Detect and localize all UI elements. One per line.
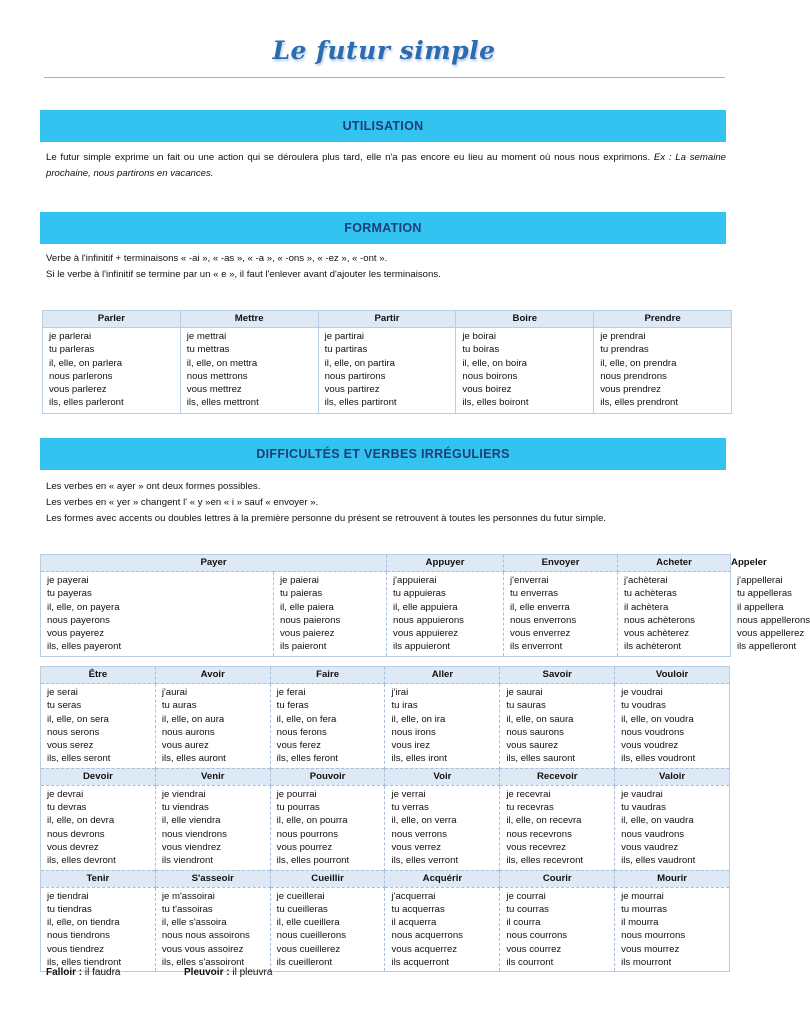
conjugation-line: il achètera bbox=[624, 601, 669, 613]
conjugation-cell bbox=[41, 887, 156, 972]
verb-header: Partir bbox=[318, 311, 456, 328]
difficultes-rule-accents: Les formes avec accents ou doubles lettres à la première personne du présent se retrouvent à toutes les personnes du futur simple. bbox=[46, 513, 606, 524]
conjugation-line: vous enverrez bbox=[510, 628, 571, 640]
conjugation-line: tu achèteras bbox=[624, 588, 677, 600]
conjugation-cell bbox=[385, 887, 500, 972]
conjugation-line: ils, elles sauront bbox=[506, 753, 576, 765]
conjugation-line: tu voudras bbox=[621, 700, 666, 712]
conjugation-line: il, elle enverra bbox=[510, 601, 570, 613]
conjugation-cell bbox=[155, 785, 270, 870]
conjugation-cell bbox=[615, 785, 730, 870]
conjugation-line: vous mettrez bbox=[186, 384, 242, 396]
conjugation-line: nous ferons bbox=[276, 726, 327, 738]
conjugation-line: vous courrez bbox=[506, 943, 562, 955]
conjugation-cell bbox=[43, 328, 181, 414]
conjugation-line: tu payeras bbox=[47, 588, 92, 600]
conjugation-line: il, elle, on vaudra bbox=[621, 815, 694, 827]
falloir-note bbox=[46, 967, 120, 978]
verb-header: Payer bbox=[41, 555, 387, 572]
formation-text bbox=[46, 251, 726, 283]
verb-header: Devoir bbox=[41, 768, 156, 785]
conjugation-line: tu partiras bbox=[324, 344, 368, 356]
conjugation-cell bbox=[387, 572, 504, 657]
verb-header: Recevoir bbox=[500, 768, 615, 785]
conjugation-line: je m'assoirai bbox=[161, 890, 215, 902]
conjugation-line: je recevrai bbox=[506, 788, 551, 800]
verb-header: Mourir bbox=[615, 870, 730, 887]
conjugation-line: je courrai bbox=[506, 890, 546, 902]
conjugation-line: ils acquerront bbox=[391, 957, 450, 969]
conjugation-line: tu tiendras bbox=[47, 903, 92, 915]
conjugation-line: vous prendrez bbox=[600, 384, 661, 396]
verb-header: Courir bbox=[500, 870, 615, 887]
conjugation-line: nous payerons bbox=[47, 614, 110, 626]
conjugation-line: ils, elles voudront bbox=[621, 753, 696, 765]
conjugation-line: il, elle, on saura bbox=[506, 713, 574, 725]
conjugation-cell bbox=[500, 684, 615, 769]
conjugation-line: il, elle appuiera bbox=[393, 601, 458, 613]
pleuvoir-label: Pleuvoir : bbox=[184, 967, 230, 978]
conjugation-line: nous mettrons bbox=[186, 370, 248, 382]
conjugation-line: je vaudrai bbox=[621, 788, 663, 800]
verb-header: Prendre bbox=[594, 311, 732, 328]
conjugation-cell bbox=[274, 572, 387, 657]
conjugation-cell bbox=[41, 684, 156, 769]
conjugation-line: vous mourrez bbox=[621, 943, 680, 955]
conjugation-line: tu enverras bbox=[510, 588, 559, 600]
conjugation-cell bbox=[41, 572, 274, 657]
conjugation-line: vous voudrez bbox=[621, 740, 679, 752]
conjugation-line: j'acquerrai bbox=[391, 890, 436, 902]
conjugation-cell bbox=[155, 887, 270, 972]
section-heading-difficultes: DIFFICULTÉS ET VERBES IRRÉGULIERS bbox=[40, 438, 726, 470]
conjugation-line: vous saurez bbox=[506, 740, 559, 752]
verb-header: Cueillir bbox=[270, 870, 385, 887]
conjugation-line: je parlerai bbox=[49, 331, 92, 342]
conjugation-line: tu viendras bbox=[161, 802, 209, 814]
conjugation-line: ils appuieront bbox=[393, 641, 451, 653]
conjugation-line: je prendrai bbox=[600, 331, 646, 342]
conjugation-line: je voudrai bbox=[621, 687, 663, 698]
conjugation-line: vous serez bbox=[47, 740, 94, 752]
conjugation-line: vous devrez bbox=[47, 841, 99, 853]
conjugation-line: ils, elles auront bbox=[161, 753, 226, 765]
conjugation-line: il, elle, on boira bbox=[462, 357, 527, 369]
utilisation-text bbox=[46, 150, 726, 182]
falloir-value: il faudra bbox=[84, 967, 121, 978]
conjugation-line: vous cueillerez bbox=[276, 943, 341, 955]
conjugation-line: je saurai bbox=[506, 687, 543, 698]
conjugation-line: tu courras bbox=[506, 903, 549, 915]
conjugation-line: nous verrons bbox=[391, 828, 447, 840]
conjugation-cell bbox=[155, 684, 270, 769]
section-heading-formation: FORMATION bbox=[40, 212, 726, 244]
conjugation-line: il, elle paiera bbox=[280, 601, 334, 613]
conjugation-line: ils paieront bbox=[280, 641, 327, 653]
conjugation-cell bbox=[270, 684, 385, 769]
conjugation-line: nous achèterons bbox=[624, 614, 695, 626]
utilisation-example: Ex : La semaine prochaine, nous partirons en vacances. bbox=[46, 152, 727, 179]
conjugation-line: vous paierez bbox=[280, 628, 335, 640]
conjugation-line: ils, elles partiront bbox=[324, 397, 397, 409]
conjugation-line: tu paieras bbox=[280, 588, 323, 600]
verb-header: Venir bbox=[155, 768, 270, 785]
conjugation-line: ils cueilleront bbox=[276, 957, 333, 969]
conjugation-line: il, elle, on verra bbox=[391, 815, 457, 827]
conjugation-line: je serai bbox=[47, 687, 78, 698]
verb-header: Boire bbox=[456, 311, 594, 328]
conjugation-line: il acquerra bbox=[391, 917, 437, 929]
conjugation-line: ils, elles seront bbox=[47, 753, 111, 765]
conjugation-line: je mettrai bbox=[186, 331, 227, 342]
conjugation-line: vous payerez bbox=[47, 628, 105, 640]
conjugation-line: vous verrez bbox=[391, 841, 442, 853]
conjugation-line: tu appuieras bbox=[393, 588, 446, 600]
conjugation-line: vous recevrez bbox=[506, 841, 567, 853]
verb-header: Acheter bbox=[618, 555, 731, 572]
conjugation-line: il courra bbox=[506, 917, 541, 929]
conjugation-line: j'aurai bbox=[161, 687, 188, 698]
verb-header: Acquérir bbox=[385, 870, 500, 887]
conjugation-line: je partirai bbox=[324, 331, 365, 342]
conjugation-line: tu verras bbox=[391, 802, 429, 814]
conjugation-cell bbox=[456, 328, 594, 414]
verb-header: Faire bbox=[270, 667, 385, 684]
conjugation-line: nous devrons bbox=[47, 828, 105, 840]
conjugation-cell bbox=[385, 785, 500, 870]
conjugation-line: tu parleras bbox=[49, 344, 95, 356]
conjugation-line: ils, elles devront bbox=[47, 855, 116, 867]
conjugation-line: nous parlerons bbox=[49, 370, 113, 382]
conjugation-line: nous pourrons bbox=[276, 828, 338, 840]
conjugation-line: ils, elles mettront bbox=[186, 397, 259, 409]
conjugation-line: j'enverrai bbox=[510, 575, 549, 586]
falloir-label: Falloir : bbox=[46, 967, 83, 978]
formation-note: Si le verbe à l'infinitif se termine par un « e », il faut l'enlever avant d'ajouter les terminaisons. bbox=[46, 269, 441, 280]
conjugation-line: j'irai bbox=[391, 687, 409, 698]
conjugation-cell bbox=[270, 887, 385, 972]
verb-header: Avoir bbox=[155, 667, 270, 684]
conjugation-line: vous partirez bbox=[324, 384, 380, 396]
verb-header: Appuyer bbox=[387, 555, 504, 572]
conjugation-line: je mourrai bbox=[621, 890, 664, 902]
conjugation-line: nous aurons bbox=[161, 726, 215, 738]
conjugation-line: nous tiendrons bbox=[47, 930, 110, 942]
conjugation-line: j'appuierai bbox=[393, 575, 437, 586]
conjugation-cell bbox=[615, 887, 730, 972]
conjugation-line: tu sauras bbox=[506, 700, 546, 712]
conjugation-line: je devrai bbox=[47, 788, 84, 800]
conjugation-line: il, elle, on fera bbox=[276, 713, 337, 725]
verb-header: Valoir bbox=[615, 768, 730, 785]
conjugation-line: ils, elles feront bbox=[276, 753, 338, 765]
verb-header: Parler bbox=[43, 311, 181, 328]
conjugation-line: vous boirez bbox=[462, 384, 512, 396]
conjugation-line: nous boirons bbox=[462, 370, 518, 382]
regular-verbs-table bbox=[42, 310, 732, 414]
conjugation-line: tu auras bbox=[161, 700, 197, 712]
conjugation-line: il, elle, on ira bbox=[391, 713, 446, 725]
conjugation-line: il, elle, on partira bbox=[324, 357, 395, 369]
verb-header: Être bbox=[41, 667, 156, 684]
conjugation-line: il, elle cueillera bbox=[276, 917, 340, 929]
difficult-verbs-table: Payer Appuyer Envoyer Acheter Appeler je payerai tu payeras il, elle, on payera nous payerons vous payerez ils, elles payeront je paierai tu paieras il, elle paiera nous paierons vous paierez ils paieront j'appuierai tu appuieras il, elle appuiera nous appuierons vous appuierez ils appuieront j'enverrai tu enverras il, elle enverra nous enverrons vous enverrez ils enverront j'achèterai tu achèteras il achètera nous achèterons vous achèterez ils achèteront j'appellerai tu appelleras il appellera nous appellerons vous appellerez ils appelleront bbox=[40, 554, 731, 657]
conjugation-cell bbox=[385, 684, 500, 769]
difficultes-text bbox=[46, 479, 726, 527]
page-title: Le futur simple bbox=[272, 36, 496, 65]
irregular-verbs-table bbox=[40, 666, 730, 972]
conjugation-line: nous cueillerons bbox=[276, 930, 346, 942]
conjugation-line: nous courrons bbox=[506, 930, 568, 942]
verb-header: Vouloir bbox=[615, 667, 730, 684]
conjugation-line: ils, elles pourront bbox=[276, 855, 350, 867]
conjugation-cell bbox=[180, 328, 318, 414]
conjugation-line: ils, elles tiendront bbox=[47, 957, 122, 969]
conjugation-cell bbox=[500, 785, 615, 870]
conjugation-line: je paierai bbox=[280, 575, 319, 586]
verb-header: Tenir bbox=[41, 870, 156, 887]
conjugation-line: vous acquerrez bbox=[391, 943, 458, 955]
conjugation-line: tu mourras bbox=[621, 903, 667, 915]
title-divider bbox=[44, 77, 725, 78]
conjugation-line: tu vaudras bbox=[621, 802, 666, 814]
difficultes-rule-yer: Les verbes en « yer » changent l' « y »en « i » sauf « envoyer ». bbox=[46, 497, 319, 508]
conjugation-line: vous irez bbox=[391, 740, 430, 752]
conjugation-line: vous viendrez bbox=[161, 841, 222, 853]
conjugation-line: ils, elles vaudront bbox=[621, 855, 696, 867]
conjugation-line: il, elle, on parlera bbox=[49, 357, 123, 369]
conjugation-line: ils enverront bbox=[510, 641, 563, 653]
conjugation-line: je verrai bbox=[391, 788, 426, 800]
conjugation-cell bbox=[594, 328, 732, 414]
conjugation-line: ils, elles iront bbox=[391, 753, 447, 765]
conjugation-line: nous enverrons bbox=[510, 614, 577, 626]
conjugation-line: nous voudrons bbox=[621, 726, 685, 738]
verb-header: Voir bbox=[385, 768, 500, 785]
conjugation-cell bbox=[500, 887, 615, 972]
conjugation-line: nous viendrons bbox=[161, 828, 227, 840]
conjugation-line: tu prendras bbox=[600, 344, 649, 356]
conjugation-line: il, elle, on recevra bbox=[506, 815, 582, 827]
conjugation-line: nous paierons bbox=[280, 614, 341, 626]
verb-header: S'asseoir bbox=[155, 870, 270, 887]
conjugation-line: il, elle, on mettra bbox=[186, 357, 258, 369]
conjugation-cell bbox=[504, 572, 618, 657]
conjugation-line: nous saurons bbox=[506, 726, 564, 738]
conjugation-line: ils, elles s'assoiront bbox=[161, 957, 245, 969]
utilisation-definition: Le futur simple exprime un fait ou une action qui se déroulera plus tard, elle n'a pas encore eu lieu au moment où nous nous exprimons. bbox=[46, 152, 651, 163]
pleuvoir-value: il pleuvra bbox=[232, 967, 273, 978]
conjugation-line: tu recevras bbox=[506, 802, 554, 814]
conjugation-cell bbox=[615, 684, 730, 769]
conjugation-line: tu devras bbox=[47, 802, 87, 814]
conjugation-line: il, elle, on tiendra bbox=[47, 917, 120, 929]
conjugation-line: ils, elles recevront bbox=[506, 855, 584, 867]
conjugation-line: ils achèteront bbox=[624, 641, 682, 653]
conjugation-cell bbox=[618, 572, 731, 657]
conjugation-line: nous acquerrons bbox=[391, 930, 463, 942]
conjugation-line: je pourrai bbox=[276, 788, 317, 800]
conjugation-line: il, elle, on voudra bbox=[621, 713, 694, 725]
pleuvoir-note bbox=[184, 967, 272, 978]
conjugation-line: nous partirons bbox=[324, 370, 386, 382]
conjugation-line: nous mourrons bbox=[621, 930, 686, 942]
conjugation-line: tu t'assoiras bbox=[161, 903, 213, 915]
conjugation-line: il, elle s'assoira bbox=[161, 917, 227, 929]
conjugation-line: vous pourrez bbox=[276, 841, 333, 853]
conjugation-line: il, elle, on pourra bbox=[276, 815, 348, 827]
difficultes-rule-ayer: Les verbes en « ayer » ont deux formes possibles. bbox=[46, 481, 261, 492]
conjugation-line: nous nous assoirons bbox=[161, 930, 250, 942]
verb-header: Aller bbox=[385, 667, 500, 684]
conjugation-line: vous aurez bbox=[161, 740, 209, 752]
conjugation-line: je viendrai bbox=[161, 788, 206, 800]
conjugation-line: vous achèterez bbox=[624, 628, 690, 640]
conjugation-line: il, elle, on sera bbox=[47, 713, 109, 725]
conjugation-line: ils, elles payeront bbox=[47, 641, 122, 653]
conjugation-line: nous prendrons bbox=[600, 370, 667, 382]
conjugation-line: tu boiras bbox=[462, 344, 500, 356]
conjugation-line: j'achèterai bbox=[624, 575, 668, 586]
conjugation-line: ils courront bbox=[506, 957, 554, 969]
conjugation-line: tu acquerras bbox=[391, 903, 445, 915]
conjugation-line: vous ferez bbox=[276, 740, 321, 752]
conjugation-line: nous irons bbox=[391, 726, 436, 738]
conjugation-line: vous vaudrez bbox=[621, 841, 679, 853]
conjugation-line: vous tiendrez bbox=[47, 943, 105, 955]
conjugation-line: tu mettras bbox=[186, 344, 230, 356]
conjugation-line: nous serons bbox=[47, 726, 100, 738]
formation-rule: Verbe à l'infinitif + terminaisons « -ai », « -as », « -a », « -ons », « -ez », « -ont ». bbox=[46, 253, 388, 264]
conjugation-line: ils mourront bbox=[621, 957, 672, 969]
conjugation-line: je ferai bbox=[276, 687, 306, 698]
conjugation-line: nous recevrons bbox=[506, 828, 572, 840]
conjugation-line: vous appuierez bbox=[393, 628, 459, 640]
conjugation-line: tu pourras bbox=[276, 802, 320, 814]
conjugation-line: tu iras bbox=[391, 700, 418, 712]
conjugation-line: je tiendrai bbox=[47, 890, 89, 902]
conjugation-line: ils, elles parleront bbox=[49, 397, 124, 409]
conjugation-line: je boirai bbox=[462, 331, 496, 342]
conjugation-line: je payerai bbox=[47, 575, 89, 586]
conjugation-line: nous vaudrons bbox=[621, 828, 685, 840]
conjugation-line: tu seras bbox=[47, 700, 82, 712]
conjugation-line: il, elle, on aura bbox=[161, 713, 225, 725]
conjugation-line: il, elle, on devra bbox=[47, 815, 115, 827]
verb-header: Pouvoir bbox=[270, 768, 385, 785]
verb-header: Mettre bbox=[180, 311, 318, 328]
verb-header: Savoir bbox=[500, 667, 615, 684]
conjugation-line: ils viendront bbox=[161, 855, 214, 867]
conjugation-line: vous vous assoirez bbox=[161, 943, 244, 955]
conjugation-line: nous appuierons bbox=[393, 614, 464, 626]
conjugation-line: ils, elles verront bbox=[391, 855, 459, 867]
conjugation-cell bbox=[41, 785, 156, 870]
conjugation-line: vous parlerez bbox=[49, 384, 107, 396]
conjugation-line: il mourra bbox=[621, 917, 659, 929]
conjugation-line: il, elle viendra bbox=[161, 815, 221, 827]
conjugation-line: je cueillerai bbox=[276, 890, 325, 902]
conjugation-line: il, elle, on payera bbox=[47, 601, 120, 613]
conjugation-cell bbox=[270, 785, 385, 870]
conjugation-line: il, elle, on prendra bbox=[600, 357, 677, 369]
conjugation-line: tu cueilleras bbox=[276, 903, 328, 915]
verb-header: Envoyer bbox=[504, 555, 618, 572]
conjugation-line: ils, elles prendront bbox=[600, 397, 679, 409]
conjugation-cell bbox=[318, 328, 456, 414]
section-heading-utilisation: UTILISATION bbox=[40, 110, 726, 142]
conjugation-line: tu feras bbox=[276, 700, 309, 712]
conjugation-line: ils, elles boiront bbox=[462, 397, 529, 409]
